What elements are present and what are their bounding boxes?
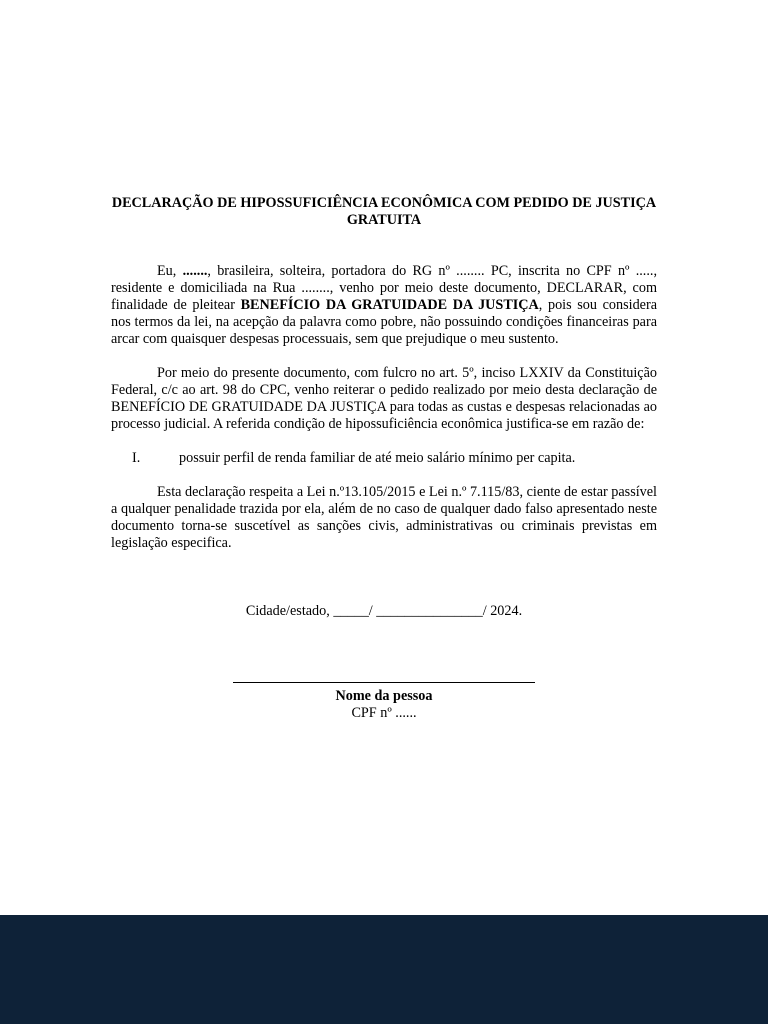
- list-marker: I.: [132, 450, 141, 466]
- list-item-text: possuir perfil de renda familiar de até meio salário mínimo per capita.: [179, 450, 576, 466]
- document-title: DECLARAÇÃO DE HIPOSSUFICIÊNCIA ECONÔMICA COM PEDIDO DE JUSTIÇA GRATUITA: [111, 195, 657, 228]
- p1-bold-benefit: BENEFÍCIO DA GRATUIDADE DA JUSTIÇA: [240, 297, 539, 313]
- footer-bar: [0, 915, 768, 1024]
- date-line: Cidade/estado, _____/ _______________/ 2024.: [245, 603, 523, 619]
- paragraph-legal-basis: Por meio do presente documento, com fulcro no art. 5º, inciso LXXIV da Constituição Federal, c/c ao art. 98 do CPC, venho reiterar o pedido realizado por meio desta declaração de BENEFÍCIO DE GRATUIDADE DA JUSTIÇA para todas as custas e despesas relacionadas ao processo judicial. A referida condição de hipossuficiência econômica justifica-se em razão de:: [111, 365, 657, 432]
- signature-cpf: CPF nº ......: [351, 705, 417, 721]
- name-placeholder: .......: [182, 263, 208, 279]
- p1-text-2: , brasileira, solteira, portadora do RG nº ........ PC, inscrita no CPF nº ....., residente e domiciliada na Rua ........, venho por meio deste documento, DECLARAR, com finalidade de pleitear: [111, 263, 657, 313]
- document-body: [111, 195, 657, 722]
- p1-text-3: , pois sou considera nos termos da lei, na acepção da palavra como pobre, não possuindo condições financeiras para arcar com quaisquer despesas processuais, sem que prejudique o meu sustento.: [111, 297, 657, 347]
- paragraph-legal-notice: Esta declaração respeita a Lei n.º13.105/2015 e Lei n.º 7.115/83, ciente de estar passível a qualquer penalidade trazida por ela, além de no caso de qualquer dado falso apresentado neste documento torna-se suscetível as sanções civis, administrativas ou criminais previstas em legislação especifica.: [111, 484, 657, 551]
- p1-text-1: Eu,: [157, 263, 183, 279]
- signature-block: [111, 671, 657, 722]
- signature-line: [233, 672, 535, 683]
- signature-name: Nome da pessoa: [335, 688, 433, 704]
- paragraph-declaration: [111, 263, 657, 348]
- list-item: [111, 450, 657, 467]
